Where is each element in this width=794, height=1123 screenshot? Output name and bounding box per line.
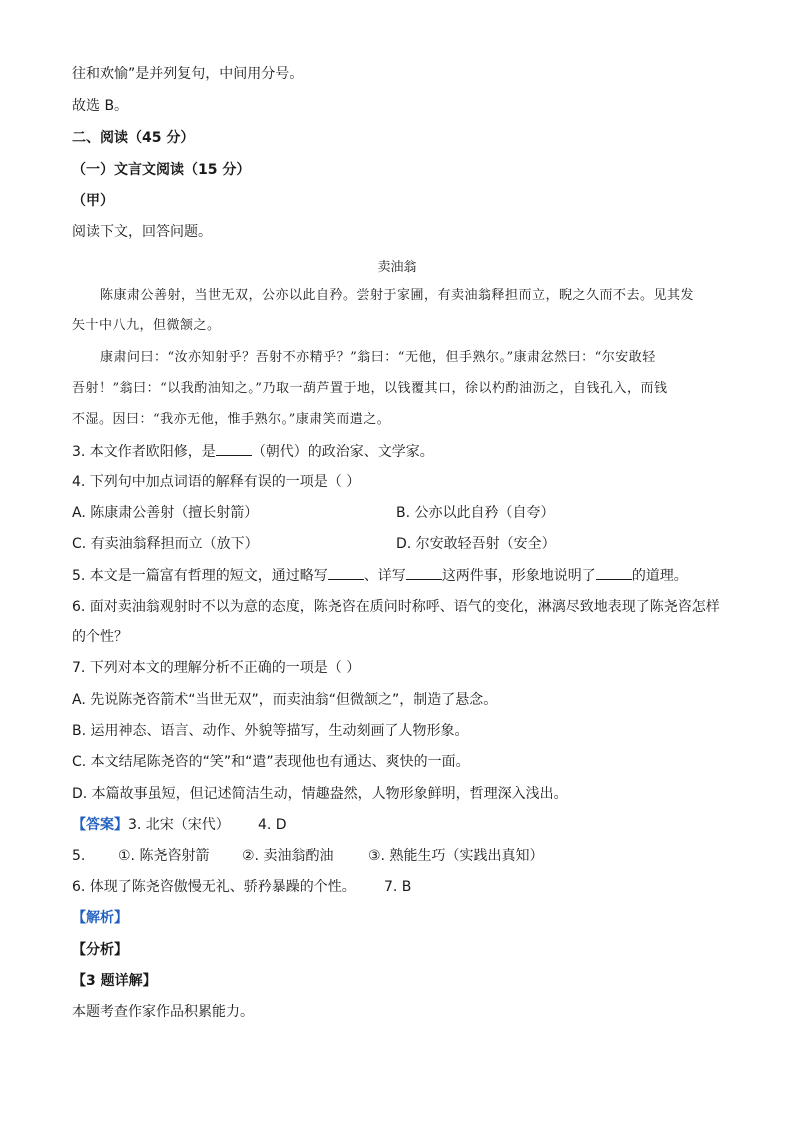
option-c: C. 有卖油翁释担而立（放下） [72,536,259,552]
answer-4: 4. D [258,817,287,833]
question-4: 4. 下列句中加点词语的解释有误的一项是（ ） [72,474,361,490]
option-d: D. 本篇故事虽短，但记述简洁生动，情趣盎然，人物形象鲜明，哲理深入浅出。 [72,786,568,802]
passage-line: 吾射！”翁曰：“以我酌油知之。”乃取一葫芦置于地，以钱覆其口，徐以杓酌油沥之，自钱孔入，而钱 [72,381,668,396]
subsection-heading: （一）文言文阅读（15 分） [72,162,251,178]
text-line: 本题考查作家作品积累能力。 [72,1004,254,1020]
option-d: D. 尔安敢轻吾射（安全） [396,536,556,552]
analysis-sub-label: 【分析】 [72,942,128,958]
part-label: （甲） [72,193,114,209]
question-7: 7. 下列对本文的理解分析不正确的一项是（ ） [72,660,361,676]
answer-blank [328,565,364,580]
answer-blank [596,565,632,580]
text-line: 故选 B。 [72,98,129,114]
answer-line: 【答案】3. 北宋（宋代） [72,817,230,833]
question-6-cont: 的个性？ [72,629,128,645]
option-b: B. 公亦以此自矜（自夸） [396,505,555,521]
analysis-label: 【解析】 [72,910,128,926]
question-3: 3. 本文作者欧阳修，是 （朝代）的政治家、文学家。 [72,441,434,462]
passage-line: 康肃问曰：“汝亦知射乎？吾射不亦精乎？”翁曰：“无他，但手熟尔。”康肃忿然曰：“尔安敢轻 [100,350,656,365]
option-c: C. 本文结尾陈尧咨的“笑”和“遣”表现他也有通达、爽快的一面。 [72,754,470,770]
passage-line: 矢十中八九，但微颔之。 [72,318,221,333]
answer-5-3: ③. 熟能生巧（实践出真知） [368,848,544,864]
text-line: 往和欢愉”是并列复句，中间用分号。 [72,66,304,82]
question-5: 5. 本文是一篇富有哲理的短文，通过略写 、详写 这两件事，形象地说明了 的道理。 [72,565,688,586]
answer-5-1: ①. 陈尧咨射箭 [118,848,210,864]
option-a: A. 先说陈尧咨箭术“当世无双”，而卖油翁“但微颔之”，制造了悬念。 [72,692,498,708]
instruction: 阅读下文，回答问题。 [72,224,212,240]
option-a: A. 陈康肃公善射（擅长射箭） [72,505,259,521]
answer-label: 【答案】 [72,817,128,833]
answer-5-num: 5. [72,848,86,864]
question-6: 6. 面对卖油翁观射时不以为意的态度，陈尧咨在质问时称呼、语气的变化，淋漓尽致地表现了陈尧咨怎样 [72,599,720,615]
passage-line: 陈康肃公善射，当世无双，公亦以此自矜。尝射于家圃，有卖油翁释担而立，睨之久而不去。见其发 [100,288,695,303]
answer-blank [406,565,442,580]
answer-blank [216,441,252,456]
passage-line: 不湿。因曰：“我亦无他，惟手熟尔。”康肃笑而遣之。 [72,412,391,427]
section-heading: 二、阅读（45 分） [72,130,195,146]
answer-7: 7. B [384,879,412,895]
option-b: B. 运用神态、语言、动作、外貌等描写，生动刻画了人物形象。 [72,723,469,739]
answer-6: 6. 体现了陈尧咨傲慢无礼、骄矜暴躁的个性。 [72,879,356,895]
passage-title: 卖油翁 [377,260,417,275]
answer-5-2: ②. 卖油翁酌油 [242,848,334,864]
detail-label: 【3 题详解】 [72,973,157,989]
